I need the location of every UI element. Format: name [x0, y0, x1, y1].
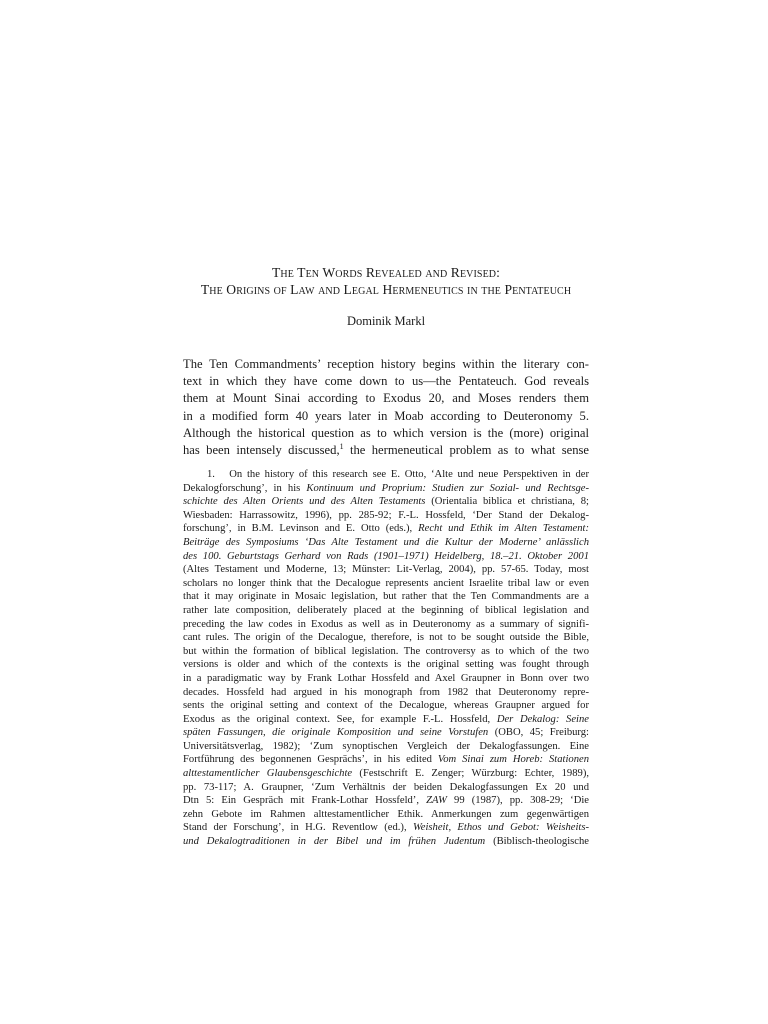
footnote-number: 1. [207, 469, 215, 480]
body-line: them at Mount Sinai according to Exodus 20, and Moses renders them [183, 391, 589, 406]
footnote-line: that it may originate in Mosaic legislation, but rather that the Ten Commandments are a [183, 591, 589, 603]
body-line: The Ten Commandments’ reception history begins within the literary con- [183, 357, 589, 371]
body-paragraph [183, 356, 589, 459]
footnote-line: Exodus as the original context. See, for example F.-L. Hossfeld, Der Dekalog: Seine [183, 713, 589, 725]
footnote-line: Wiesbaden: Harrassowitz, 1996), pp. 285-92; F.-L. Hossfeld, ‘Der Stand der Dekalog- [183, 509, 589, 521]
footnote-ref: 1 [339, 441, 344, 451]
body-line: Although the historical question as to which version is the (more) original [183, 425, 589, 440]
footnote-line: Stand der Forschung’, in H.G. Reventlow (ed.), Weisheit, Ethos und Gebot: Weisheits- [183, 822, 589, 834]
author-name: Dominik Markl [346, 314, 426, 328]
body-line: in a modified form 40 years later in Moab according to Deuteronomy 5. [183, 408, 589, 423]
body-line: has been intensely discussed,$^1$ the hermeneutical problem as to what sense [183, 441, 589, 457]
footnote-line: 1. On the history of this research see E. Otto, ‘Alte und neue Perspektiven in der [207, 469, 589, 480]
footnote-line: sents the original setting and context of the Decalogue, whereas Graupner argued for [183, 700, 589, 712]
footnote-line: but within the formation of biblical legislation. The controversy as to which of the two [183, 645, 589, 657]
footnote-line: Beiträge des Symposiums ‘Das Alte Testament und die Kultur der Moderne’ anlässlich [183, 536, 589, 548]
footnote-line: in a paradigmatic way by Frank Lothar Hossfeld and Axel Graupner in Bonn over two [183, 672, 589, 684]
footnote-line: Universitätsverlag, 1982); ‘Zum synoptischen Vergleich der Dekalogfassungen. Eine [183, 740, 589, 752]
title-line-1: The Ten Words Revealed and Revised: [272, 265, 500, 280]
footnote-line: zehn Gebote im Rahmen alttestamentlicher Ethik. Anmerkungen zum gegenwärtigen [183, 808, 589, 820]
footnote-line: cant rules. The origin of the Decalogue, therefore, is not to be sought outside the Bible, [183, 632, 589, 644]
footnote-line: Dekalogforschung’, in his Kontinuum und Proprium: Studien zur Sozial- und Rechtsge- [183, 482, 589, 494]
footnote-line: des 100. Geburtstags Gerhard von Rads (1901–1971) Heidelberg, 18.–21. Oktober 2001 [183, 550, 589, 562]
footnote-line: versions is older and which of the contexts is the original setting was fought through [183, 659, 589, 671]
footnote-line: preceding the law codes in Exodus as well as in Deuteronomy as a summary of signifi- [183, 618, 589, 630]
footnote-line: Fortführung des begonnenen Gesprächs’, in his edited Vom Sinai zum Horeb: Stationen [183, 754, 589, 766]
footnote-line: schichte des Alten Orients und des Alten Testaments (Orientalia biblica et christiana, 8; [183, 496, 589, 508]
footnote-line: rather late composition, deliberately placed at the beginning of biblical legislation and [183, 604, 589, 616]
body-line: text in which they have come down to us—the Pentateuch. God reveals [183, 374, 589, 389]
article-title [183, 264, 589, 298]
footnote-line: (Altes Testament und Moderne, 13; Münster: Lit-Verlag, 2004), pp. 57-65. Today, most [183, 564, 589, 576]
footnote-line: scholars no longer think that the Decalogue represents ancient Israelite tribal law or even [183, 577, 589, 589]
footnote-line: decades. Hossfeld had argued in his monograph from 1982 that Deuteronomy repre- [183, 686, 589, 698]
footnote-line: und Dekalogtraditionen in der Bibel und im frühen Judentum (Biblisch-theologische [183, 836, 589, 848]
footnote-1 [183, 468, 589, 849]
footnote-line: forschung’, in B.M. Levinson and E. Otto (eds.), Recht und Ethik im Alten Testament: [183, 523, 589, 535]
footnote-line: späten Fassungen, die originale Komposition und seine Vorstufen (OBO, 45; Freiburg: [183, 727, 589, 739]
footnote-line: Dtn 5: Ein Gespräch mit Frank-Lothar Hossfeld’, ZAW 99 (1987), pp. 308-29; ‘Die [183, 795, 589, 807]
footnote-line: alttestamentlicher Glaubensgeschichte (Festschrift E. Zenger; Würzburg: Echter, 1989), [183, 768, 589, 780]
title-line-2: The Origins of Law and Legal Hermeneutics in the Pentateuch [200, 282, 572, 297]
footnote-line: pp. 73-117; A. Graupner, ‘Zum Verhältnis der beiden Dekalogfassungen Ex 20 und [183, 781, 589, 793]
